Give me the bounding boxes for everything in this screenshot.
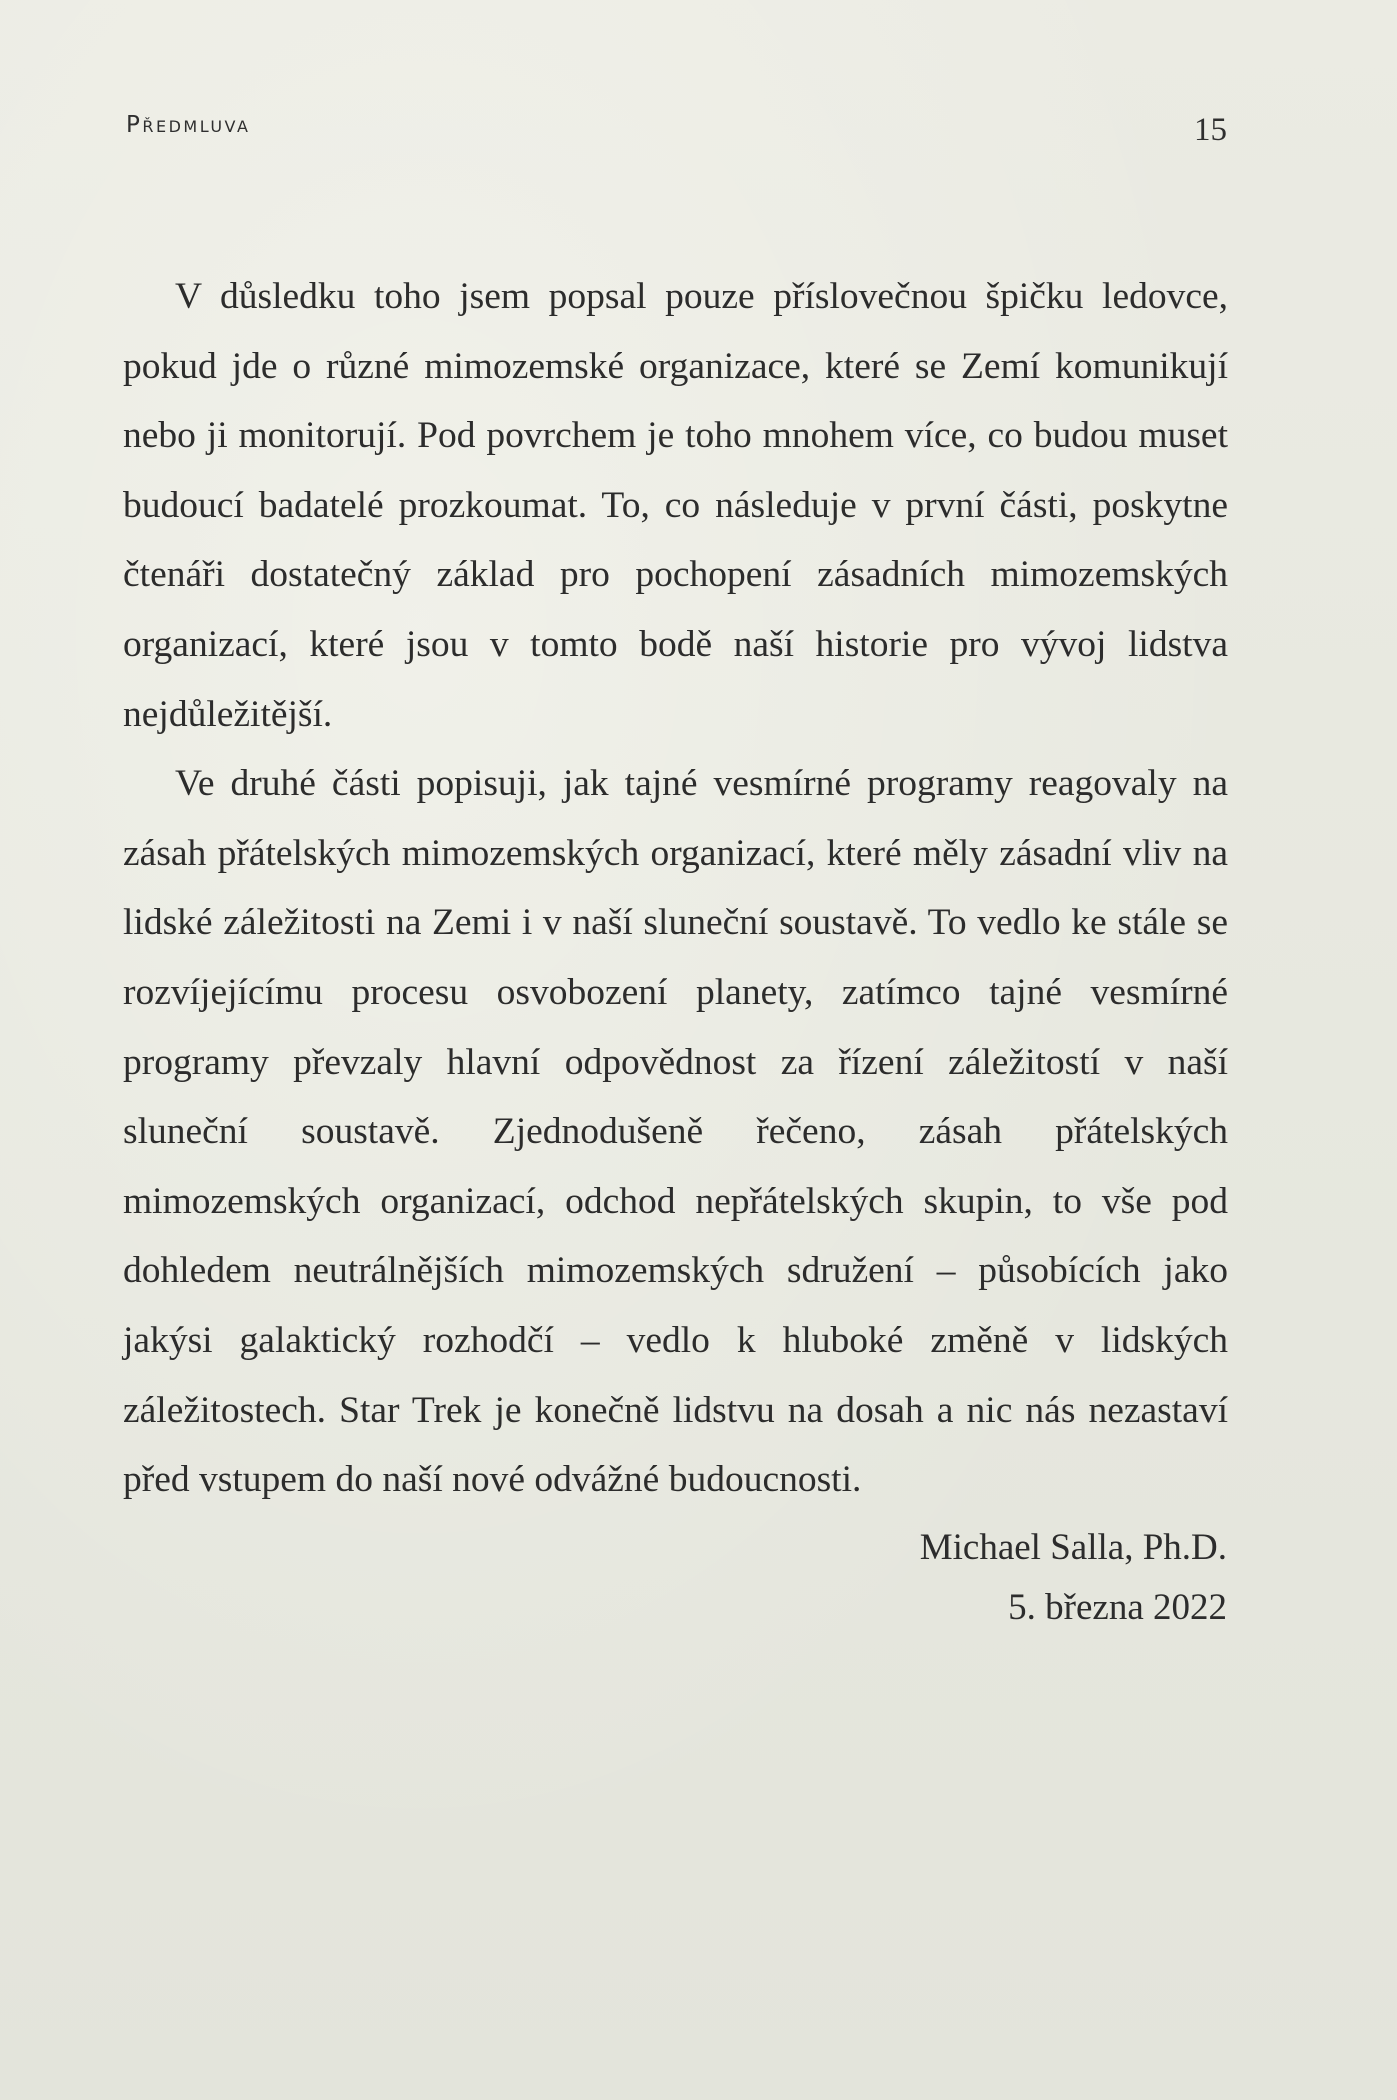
author-name: Michael Salla, Ph.D. xyxy=(919,1527,1227,1568)
paragraph: V důsledku toho jsem popsal pouze příslovečnou špičku ledovce, pokud jde o různé mimozemské organizace, které se Zemí komunikují nebo ji monitorují. Pod povrchem je toho mnohem více, co budou muset budoucí badatelé prozkoumat. To, co následuje v první části, poskytne čtenáři dostatečný základ pro pochopení zásadních mimozemských organizací, které jsou v tomto bodě naší historie pro vývoj lidstva nejdůležitější. xyxy=(123,276,1228,735)
body-text xyxy=(123,262,1228,1515)
signature-date: 5. března 2022 xyxy=(1008,1587,1227,1628)
running-header: Předmluva xyxy=(126,112,251,138)
signature-block xyxy=(920,1518,1227,1638)
page-number: 15 xyxy=(1194,112,1227,148)
paragraph: Ve druhé části popisuji, jak tajné vesmírné programy reagovaly na zásah přátelských mimozemských organizací, které měly zásadní vliv na lidské záležitosti na Zemi i v naší sluneční soustavě. To vedlo ke stále se rozvíjejícímu procesu osvobození planety, zatímco tajné vesmírné programy převzaly hlavní odpovědnost za řízení záležitostí v naší sluneční soustavě. Zjednodušeně řečeno, zásah přátelských mimozemských organizací, odchod nepřátelských skupin, to vše pod dohledem neutrálnějších mimozemských sdružení – působících jako jakýsi galaktický rozhodčí – vedlo k hluboké změně v lidských záležitostech. Star Trek je konečně lidstvu na dosah a nic nás nezastaví před vstupem do naší nové odvážné budoucnosti. xyxy=(123,763,1228,1501)
